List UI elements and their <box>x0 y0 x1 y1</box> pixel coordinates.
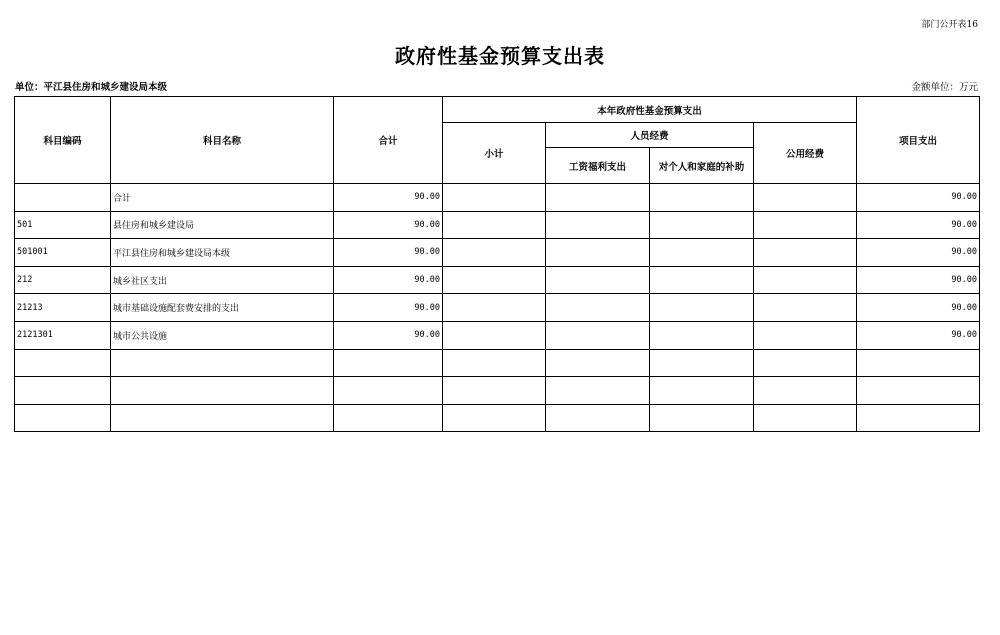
cell-wage <box>546 321 650 349</box>
cell-project <box>857 349 980 377</box>
cell-project: 90.00 <box>857 211 980 239</box>
cell-public <box>754 184 857 212</box>
table-row <box>15 294 980 322</box>
cell-subtotal <box>443 349 546 377</box>
cell-public <box>754 211 857 239</box>
cell-public <box>754 321 857 349</box>
cell-total: 90.00 <box>334 239 443 267</box>
cell-total <box>334 349 443 377</box>
table-row <box>15 321 980 349</box>
cell-name: 县住房和城乡建设局 <box>111 211 334 239</box>
cell-project: 90.00 <box>857 321 980 349</box>
cell-wage <box>546 184 650 212</box>
cell-total: 90.00 <box>334 321 443 349</box>
header-total: 合计 <box>334 97 443 184</box>
header-public: 公用经费 <box>754 123 857 184</box>
cell-total <box>334 377 443 405</box>
cell-subtotal <box>443 404 546 432</box>
cell-subtotal <box>443 184 546 212</box>
cell-project: 90.00 <box>857 266 980 294</box>
table-row <box>15 349 980 377</box>
cell-name: 城市基础设施配套费安排的支出 <box>111 294 334 322</box>
unit-label: 单位：平江县住房和城乡建设局本级 <box>15 82 168 93</box>
cell-code <box>15 184 111 212</box>
table-row <box>15 404 980 432</box>
header-subtotal: 小计 <box>443 123 546 184</box>
cell-subtotal <box>443 239 546 267</box>
header-name: 科目名称 <box>111 97 334 184</box>
table-row <box>15 377 980 405</box>
cell-subsidy <box>650 239 754 267</box>
cell-project <box>857 377 980 405</box>
cell-public <box>754 266 857 294</box>
cell-subsidy <box>650 349 754 377</box>
cell-wage <box>546 239 650 267</box>
cell-total <box>334 404 443 432</box>
cell-total: 90.00 <box>334 266 443 294</box>
cell-name <box>111 377 334 405</box>
cell-subsidy <box>650 211 754 239</box>
table-row <box>15 211 980 239</box>
cell-wage <box>546 377 650 405</box>
cell-name: 平江县住房和城乡建设局本级 <box>111 239 334 267</box>
cell-name: 合计 <box>111 184 334 212</box>
cell-code <box>15 377 111 405</box>
cell-subsidy <box>650 184 754 212</box>
cell-code: 501001 <box>15 239 111 267</box>
cell-code: 2121301 <box>15 321 111 349</box>
table-row <box>15 266 980 294</box>
cell-subsidy <box>650 266 754 294</box>
cell-project <box>857 404 980 432</box>
cell-public <box>754 404 857 432</box>
cell-wage <box>546 294 650 322</box>
cell-subsidy <box>650 294 754 322</box>
cell-subsidy <box>650 404 754 432</box>
cell-code: 212 <box>15 266 111 294</box>
cell-public <box>754 377 857 405</box>
table-number-note: 部门公开表16 <box>921 20 978 30</box>
cell-name: 城市公共设施 <box>111 321 334 349</box>
header-project: 项目支出 <box>857 97 980 184</box>
header-code: 科目编码 <box>15 97 111 184</box>
cell-project: 90.00 <box>857 239 980 267</box>
cell-subsidy <box>650 377 754 405</box>
cell-wage <box>546 404 650 432</box>
cell-wage <box>546 211 650 239</box>
cell-total: 90.00 <box>334 294 443 322</box>
cell-wage <box>546 349 650 377</box>
cell-subtotal <box>443 321 546 349</box>
cell-code <box>15 404 111 432</box>
table-row <box>15 239 980 267</box>
cell-name: 城乡社区支出 <box>111 266 334 294</box>
cell-subtotal <box>443 211 546 239</box>
cell-code: 501 <box>15 211 111 239</box>
cell-subtotal <box>443 294 546 322</box>
page-title: 政府性基金预算支出表 <box>395 44 605 68</box>
cell-name <box>111 404 334 432</box>
header-personnel: 人员经费 <box>546 123 754 148</box>
cell-project: 90.00 <box>857 294 980 322</box>
cell-subsidy <box>650 321 754 349</box>
cell-project: 90.00 <box>857 184 980 212</box>
cell-public <box>754 239 857 267</box>
header-wage: 工资福利支出 <box>546 148 650 184</box>
cell-code <box>15 349 111 377</box>
cell-total: 90.00 <box>334 211 443 239</box>
cell-public <box>754 349 857 377</box>
header-this-year: 本年政府性基金预算支出 <box>443 97 857 123</box>
cell-name <box>111 349 334 377</box>
header-subsidy: 对个人和家庭的补助 <box>650 148 754 184</box>
cell-public <box>754 294 857 322</box>
budget-table <box>14 96 980 432</box>
cell-total: 90.00 <box>334 184 443 212</box>
cell-code: 21213 <box>15 294 111 322</box>
cell-subtotal <box>443 377 546 405</box>
table-row <box>15 184 980 212</box>
cell-wage <box>546 266 650 294</box>
amount-unit-label: 金额单位：万元 <box>911 82 978 93</box>
cell-subtotal <box>443 266 546 294</box>
